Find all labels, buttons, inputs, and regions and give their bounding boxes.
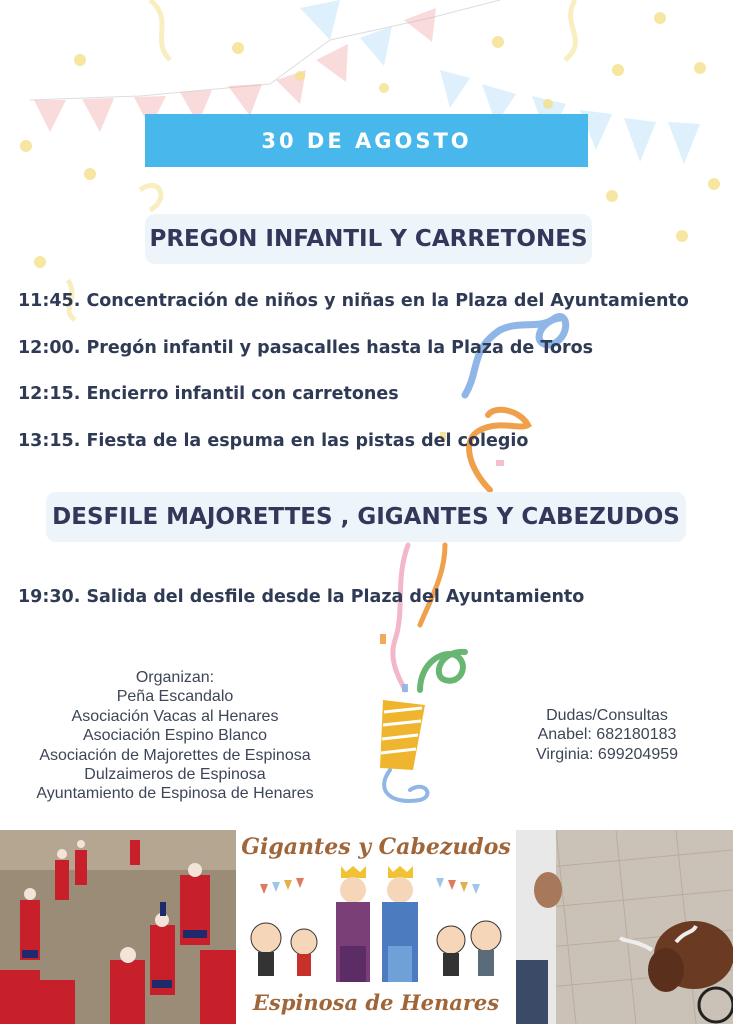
organizer: Asociación Vacas al Henares: [71, 707, 279, 725]
organizer: Asociación Espino Blanco: [82, 727, 268, 745]
majorettes-photo: [0, 830, 236, 1024]
section-title-desfile: DESFILE MAJORETTES , GIGANTES Y CABEZUDOS: [46, 492, 686, 542]
organizer: Ayuntamiento de Espinosa de Henares: [36, 785, 314, 803]
giant-king-figure: [336, 866, 370, 982]
bunting-flags: [260, 878, 480, 894]
poster-town: Espinosa de Henares: [252, 990, 500, 1015]
schedule-item: 12:15. Encierro infantil con carretones: [18, 384, 399, 404]
contact-heading: Dudas/Consultas: [546, 707, 668, 724]
section-title-pregon: PREGON INFANTIL Y CARRETONES: [145, 214, 592, 264]
cabezudo-figures: [251, 921, 501, 976]
schedule-item: 19:30. Salida del desfile desde la Plaza del Ayuntamiento: [18, 587, 585, 607]
schedule-item: 12:00. Pregón infantil y pasacalles hasta la Plaza de Toros: [18, 338, 594, 358]
contact-block: [512, 706, 702, 764]
organizers-block: [10, 668, 340, 804]
organizers-heading: Organizan:: [135, 669, 215, 686]
schedule-item: 11:45. Concentración de niños y niñas en la Plaza del Ayuntamiento: [18, 291, 689, 311]
gigantes-poster: [236, 830, 516, 1024]
organizer: Peña Escandalo: [116, 688, 234, 706]
poster-title: Gigantes y Cabezudos: [241, 834, 511, 860]
organizer: Dulzaimeros de Espinosa: [84, 766, 266, 784]
photo-strip: [0, 830, 733, 1024]
giant-queen-figure: [382, 866, 418, 982]
contact-phone: Anabel: 682180183: [537, 726, 677, 744]
contact-phone: Virginia: 699204959: [535, 745, 679, 763]
organizer: Asociación de Majorettes de Espinosa: [39, 746, 311, 764]
schedule-item: 13:15. Fiesta de la espuma en las pistas del colegio: [18, 431, 529, 451]
bull-photo: [516, 830, 733, 1024]
party-popper-icon: [380, 700, 425, 770]
date-banner: 30 DE AGOSTO: [145, 114, 588, 167]
